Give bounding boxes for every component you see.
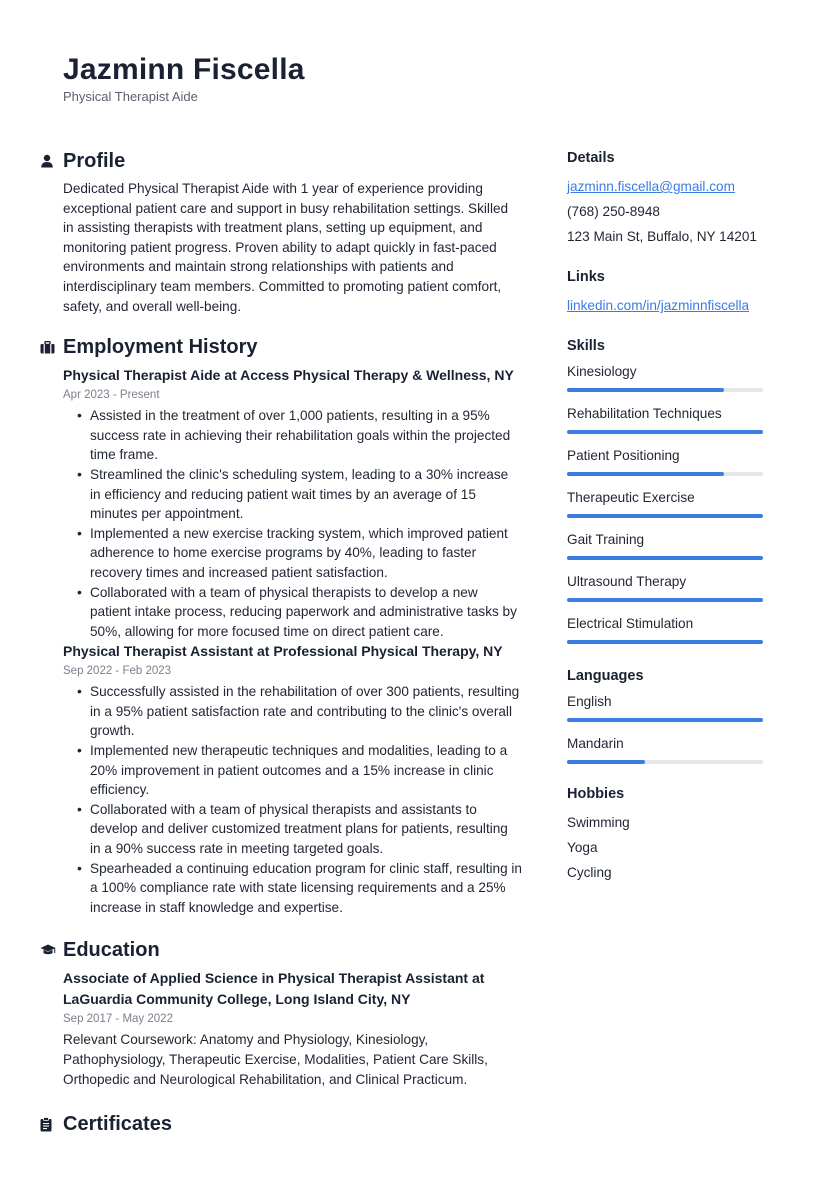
skill-level-bar [567,514,763,518]
skill-item [567,488,767,518]
skill-item [567,404,767,434]
job-bullet: • Assisted in the treatment of over 1,000 patients, resulting in a 95% success rate in achieving their rehabilitation goals within the projected time frame. [63,406,522,465]
job-title: Physical Therapist Aide at Access Physical Therapy & Wellness, NY [63,367,514,384]
linkedin-link[interactable]: linkedin.com/in/jazminnfiscella [567,298,750,313]
skill-level-fill [567,640,763,644]
job-bullet: • Spearheaded a continuing education program for clinic staff, resulting in a 100% compliance rate with state licensing requirements and a 25% increase in staff knowledge and expertise. [63,859,522,918]
employment-section [40,332,522,917]
skill-item [567,614,767,644]
skill-level-bar [567,388,763,392]
education-heading: Education [63,938,160,961]
skill-item [567,362,767,392]
job-bullet: • Implemented a new exercise tracking system, which improved patient adherence to home exercise programs by 40%, leading to faster recovery times and increased patient satisfaction. [63,524,522,583]
language-item [567,734,767,764]
language-label: English [567,694,612,709]
education-date: Sep 2017 - May 2022 [63,1013,173,1026]
job-bullet: • Implemented new therapeutic techniques and modalities, leading to a 20% improvement in patient outcomes and a 15% increase in clinic efficiency. [63,741,522,800]
skill-level-bar [567,640,763,644]
email-link[interactable]: jazminn.fiscella@gmail.com [567,179,735,194]
profile-summary: Dedicated Physical Therapist Aide with 1 year of experience providing exceptional patient care and support in busy rehabilitation settings. Skilled in assisting therapists with treatment plans, setting up equipment, and monitoring patient progress. Proven ability to adapt quickly in fast-paced environments and maintain strong relationships with patients and interdisciplinary team members. Committed to promoting patient comfort, safety, and overall well-being. [63,181,509,314]
address: 123 Main St, Buffalo, NY 14201 [567,229,757,244]
sidebar-column [567,148,767,903]
main-column [40,146,522,1139]
profile-section [40,146,522,316]
skill-item [567,572,767,602]
language-label: Mandarin [567,736,624,751]
hobbies-list [567,810,767,885]
skills-block [567,336,767,644]
skill-label: Electrical Stimulation [567,616,694,631]
language-level-fill [567,760,645,764]
skill-level-fill [567,472,724,476]
resume-header [63,52,305,104]
languages-block [567,666,767,764]
skill-level-fill [567,388,724,392]
details-block [567,148,767,249]
job-entry [63,641,522,917]
hobbies-block [567,784,767,885]
skill-label: Therapeutic Exercise [567,490,695,505]
job-bullet: • Collaborated with a team of physical therapists and assistants to develop and deliver customized treatment plans for patients, resulting in a 90% success rate in meeting targeted goals. [63,800,522,859]
language-level-bar [567,718,763,722]
job-bullet: • Collaborated with a team of physical therapists to develop a new patient intake process, reducing paperwork and administrative tasks by 50%, allowing for more focused time on direct patient care. [63,583,522,642]
language-item [567,692,767,722]
skill-level-fill [567,514,763,518]
skill-level-bar [567,556,763,560]
hobby-item: Swimming [567,815,630,830]
job-bullets [63,682,522,917]
skill-label: Ultrasound Therapy [567,574,687,589]
skill-level-fill [567,430,763,434]
clipboard-icon [40,1117,63,1132]
phone-number: (768) 250-8948 [567,204,660,219]
education-degree: Associate of Applied Science in Physical Therapist Assistant at LaGuardia Community College, Long Island City, NY [63,970,485,1008]
job-bullet: • Successfully assisted in the rehabilitation of over 300 patients, resulting in a 95% patient satisfaction rate and contributing to the clinic's overall growth. [63,682,522,741]
skill-label: Rehabilitation Techniques [567,406,722,421]
hobbies-heading: Hobbies [567,786,625,802]
skill-item [567,530,767,560]
skill-level-fill [567,598,763,602]
user-icon [40,154,63,168]
skill-level-fill [567,556,763,560]
links-heading: Links [567,269,605,285]
job-date: Sep 2022 - Feb 2023 [63,665,172,678]
language-level-bar [567,760,763,764]
details-heading: Details [567,150,615,166]
job-list [40,365,522,917]
skill-level-bar [567,598,763,602]
candidate-name: Jazminn Fiscella [63,53,305,86]
language-level-fill [567,718,763,722]
skill-label: Gait Training [567,532,645,547]
job-bullet: • Streamlined the clinic's scheduling system, leading to a 30% increase in efficiency and reducing patient wait times by an average of 15 minutes per appointment. [63,465,522,524]
candidate-title: Physical Therapist Aide [63,89,198,104]
hobby-item: Cycling [567,865,612,880]
graduation-cap-icon [40,944,63,956]
hobby-item: Yoga [567,840,598,855]
job-date: Apr 2023 - Present [63,389,160,402]
skills-list [567,362,767,644]
languages-heading: Languages [567,668,644,684]
languages-list [567,692,767,764]
job-bullets [63,406,522,641]
profile-heading: Profile [63,149,126,172]
skill-level-bar [567,472,763,476]
skill-item [567,446,767,476]
skill-label: Kinesiology [567,364,637,379]
education-coursework: Relevant Coursework: Anatomy and Physiology, Kinesiology, Pathophysiology, Therapeutic Exercise, Modalities, Patient Care Skills, Orthopedic and Neurological Rehabilitation, and Clinical Practicum. [63,1032,488,1087]
job-title: Physical Therapist Assistant at Professional Physical Therapy, NY [63,643,503,660]
employment-heading: Employment History [63,335,258,358]
certificates-heading: Certificates [63,1112,172,1135]
education-section [40,935,522,1089]
job-entry [63,365,522,641]
links-block [567,267,767,318]
certificates-section [40,1109,522,1139]
skill-level-bar [567,430,763,434]
skill-label: Patient Positioning [567,448,680,463]
skills-heading: Skills [567,338,605,354]
briefcase-icon [40,341,63,354]
